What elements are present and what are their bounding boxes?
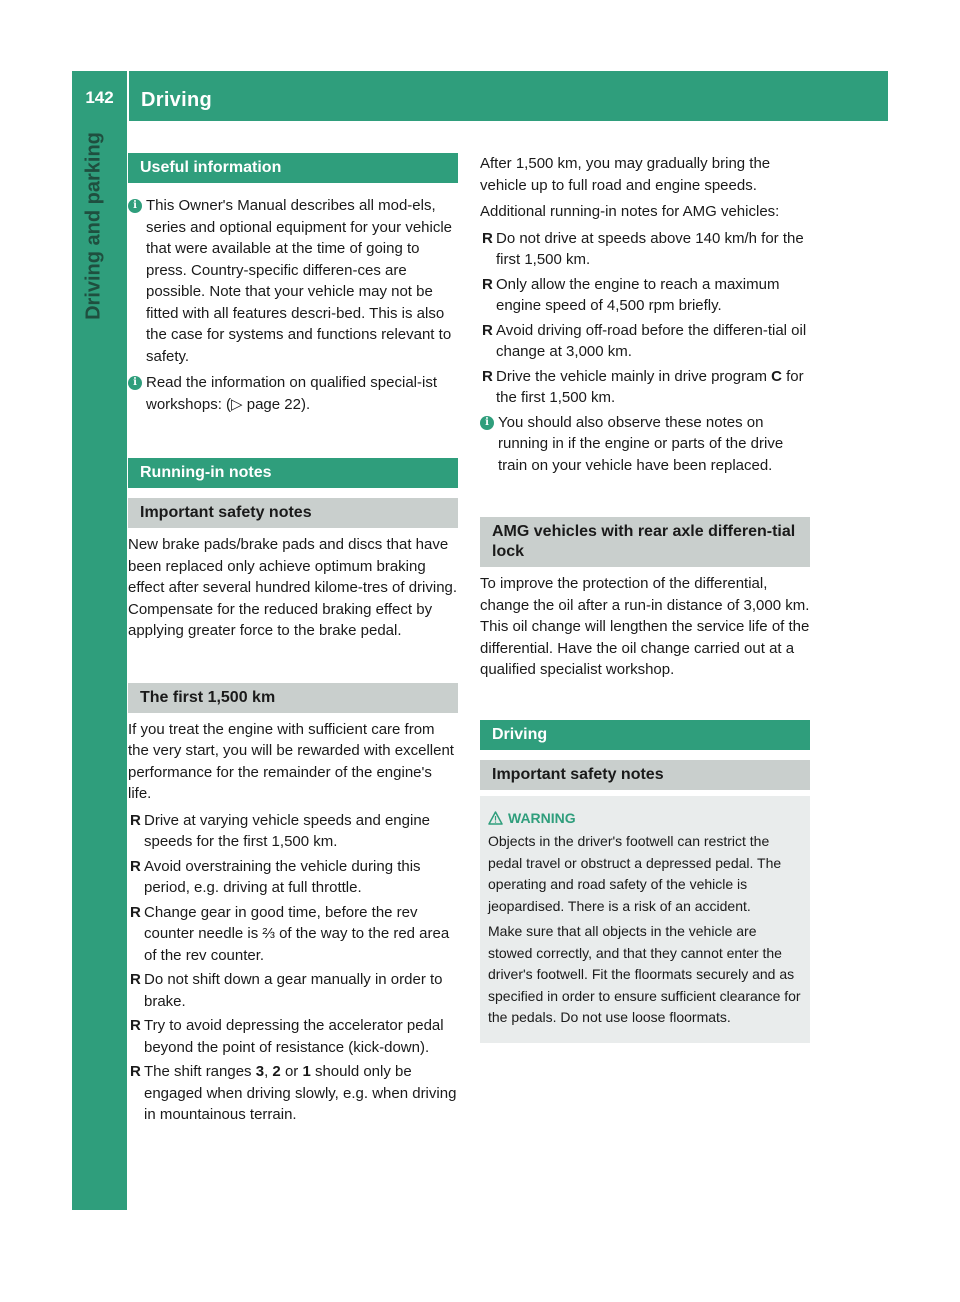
list-item: R Do not shift down a gear manually in order to brake.: [130, 971, 443, 1010]
brake-pads-paragraph: New brake pads/brake pads and discs that have been replaced only achieve optimum braking effect after several hundred kilome-tres of driving. Compensate for the reduced braking effect by applying greater force to the brake pedal.: [128, 536, 458, 639]
bullet-icon: R: [482, 275, 493, 293]
list-item: R The shift ranges 3, 2 or 1 should only be engaged when driving slowly, e.g. when driving in mountainous terrain.: [130, 1063, 457, 1123]
list-item: R Avoid driving off-road before the differen-tial oil change at 3,000 km.: [482, 321, 807, 360]
bullet-icon: R: [130, 1063, 141, 1080]
subheading-important-safety-notes: Important safety notes: [480, 760, 810, 790]
bullet-icon: R: [130, 903, 141, 921]
list-item: R Drive the vehicle mainly in drive program C for the first 1,500 km.: [482, 367, 804, 406]
warning-text: Objects in the driver's footwell can restrict the pedal travel or obstruct a depressed pedal. The operating and road safety of the vehicle is jeopardised. There is a risk of an accident.: [488, 833, 782, 914]
heading-driving: Driving: [480, 720, 810, 750]
list-item: R Drive at varying vehicle speeds and engine speeds for the first 1,500 km.: [130, 811, 431, 850]
heading-amg-rear-axle: AMG vehicles with rear axle differen-tial lock: [480, 517, 810, 567]
warning-instruction: Make sure that all objects in the vehicle are stowed correctly, and that they cannot enter the driver's footwell. Fit the floormats securely and as specified in order to ensure sufficient clearance for the pedals. Do not use loose floormats.: [488, 923, 801, 1025]
bullet-icon: R: [482, 367, 493, 385]
info-icon: i: [128, 376, 142, 390]
header-divider: [127, 71, 129, 121]
amg-intro: Additional running-in notes for AMG vehicles:: [480, 203, 780, 220]
warning-triangle-icon: [488, 811, 503, 825]
bullet-icon: R: [482, 229, 493, 247]
warning-box: [480, 796, 810, 1043]
warning-heading: WARNING: [488, 808, 802, 830]
bullet-icon: R: [130, 857, 141, 875]
list-item: R Try to avoid depressing the accelerator pedal beyond the point of resistance (kick-down).: [130, 1017, 444, 1056]
bullet-icon: R: [130, 1017, 141, 1034]
workshop-reference-link[interactable]: Read the information on qualified special-ist workshops: (▷ page 22).: [146, 374, 437, 413]
section-title: Driving: [141, 89, 212, 111]
heading-first-1500-km: The first 1,500 km: [128, 683, 458, 713]
info-note: i This Owner's Manual describes all mod-els, series and optional equipment for your vehicle that were available at the time of going to press. Country-specific differen-ces are possible. Note that your vehicle may not be fitted with all features descri-bed. This is also the case for systems and functions relevant to safety.: [128, 195, 458, 367]
info-note: i You should also observe these notes on running in if the engine or parts of the drive train on your vehicle have been replaced.: [480, 412, 810, 477]
heading-running-in-notes: Running-in notes: [128, 458, 458, 488]
list-item: R Change gear in good time, before the rev counter needle is ⅔ of the way to the red area of the rev counter.: [130, 903, 450, 964]
heading-useful-information: Useful information: [128, 153, 458, 183]
care-paragraph: If you treat the engine with sufficient care from the very start, you will be rewarded with excellent performance for the remainder of the engine's life.: [128, 720, 454, 802]
list-item: R Do not drive at speeds above 140 km/h for the first 1,500 km.: [482, 229, 804, 268]
right-column: [480, 153, 810, 1043]
bullet-icon: R: [482, 321, 493, 339]
differential-paragraph: To improve the protection of the differential, change the oil after a run-in distance of 3,000 km. This oil change will lengthen the service life of the differential. Have the oil change carried out at a qualified specialist workshop.: [480, 575, 810, 678]
list-item: R Only allow the engine to reach a maximum engine speed of 4,500 rpm briefly.: [482, 275, 780, 314]
info-icon: i: [128, 199, 142, 213]
left-column: [128, 153, 458, 1129]
bullet-icon: R: [130, 811, 141, 829]
page-number: 142: [85, 88, 114, 107]
subheading-important-safety-notes: Important safety notes: [128, 498, 458, 528]
list-item: R Avoid overstraining the vehicle during this period, e.g. driving at full throttle.: [130, 857, 421, 896]
info-note: [128, 372, 458, 415]
after-1500-paragraph: After 1,500 km, you may gradually bring the vehicle up to full road and engine speeds.: [480, 155, 771, 194]
amg-list: [480, 228, 810, 409]
bullet-icon: R: [130, 971, 141, 988]
info-icon: i: [480, 416, 494, 430]
running-in-list: [128, 810, 458, 1126]
